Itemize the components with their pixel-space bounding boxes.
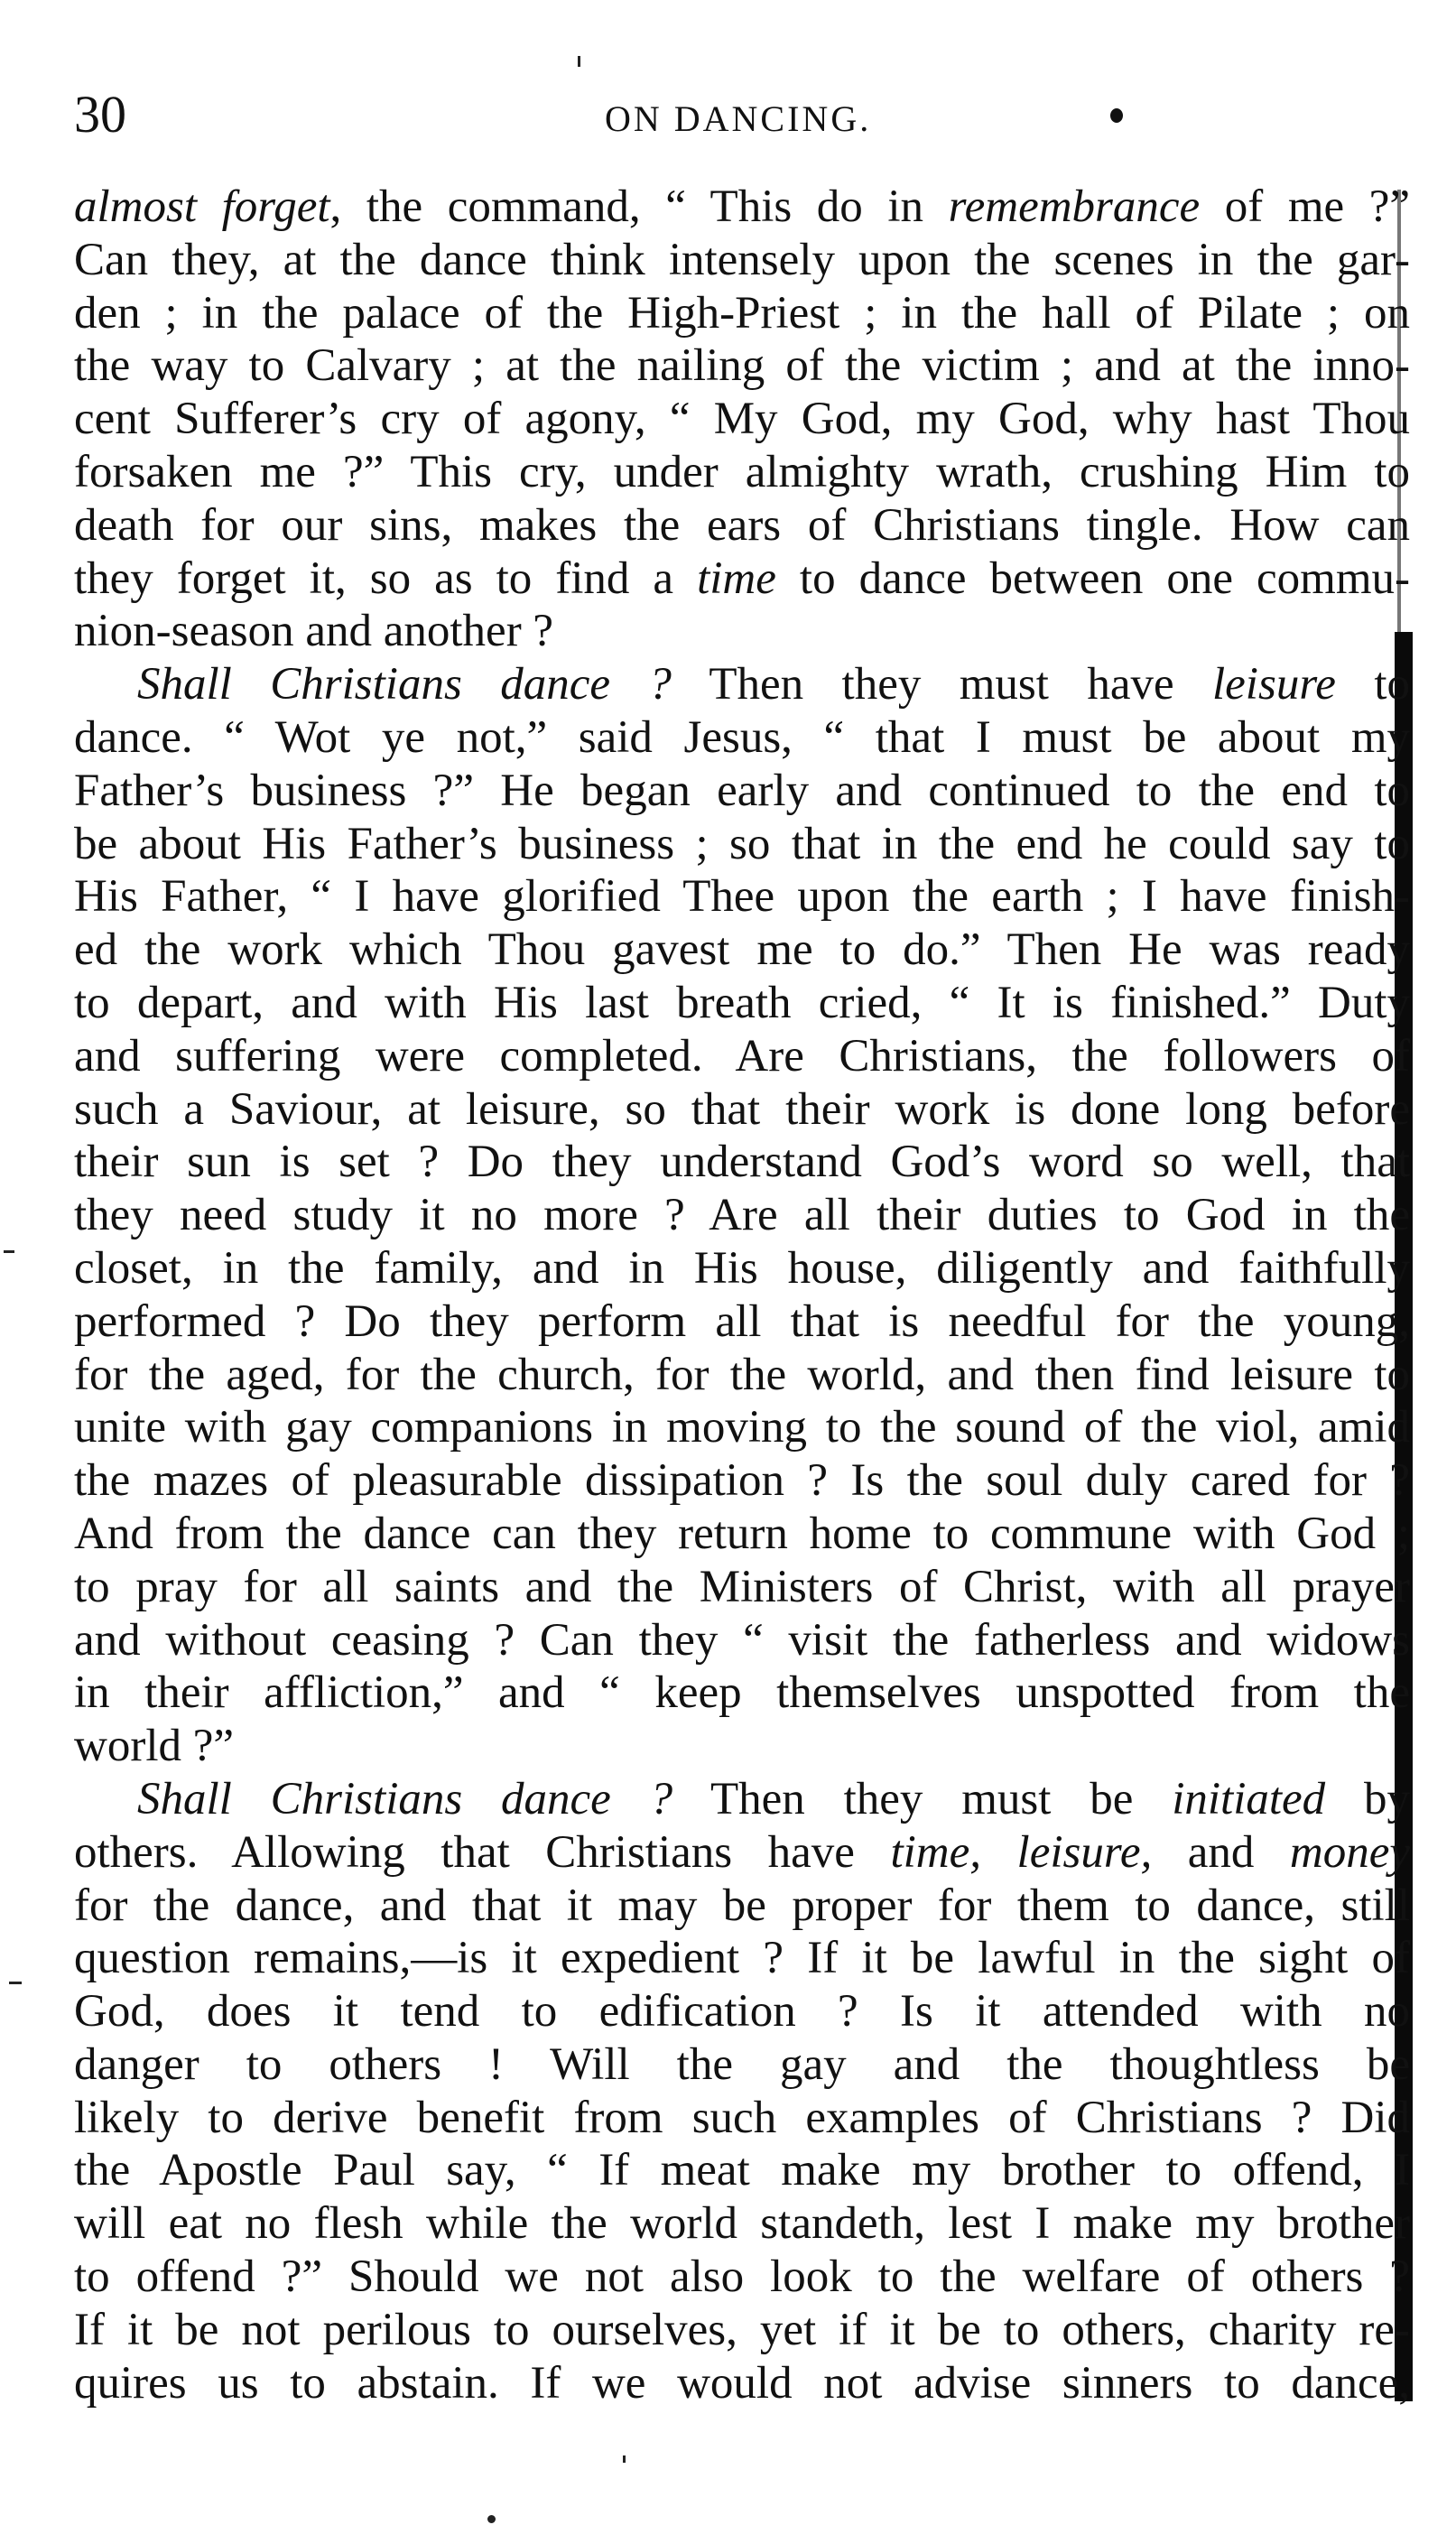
text-run: the Apostle Paul say, “ If meat make my brother to offend, I [74,2145,1410,2196]
text-run: they forget it, so as to find a [74,552,698,604]
text-line [74,1614,1410,1667]
text-line [74,1826,1410,1880]
running-title: ON DANCING. [605,98,872,139]
page-number: 30 [74,85,126,144]
text-line [74,1880,1410,1933]
text-line [74,1773,1410,1826]
text-run: cent Sufferer’s cry of agony, “ My God, my God, why hast Thou [74,394,1410,445]
text-run: and suffering were completed. Are Christians, the followers of [74,1030,1410,1081]
text-line [74,2251,1410,2304]
body-text [74,181,1410,2409]
ink-dot [1110,108,1123,123]
text-run: death for our sins, makes the ears of Christians tingle. How can [74,499,1410,551]
text-run: Then they must have [671,659,1212,710]
italic-text: remembrance [948,181,1201,232]
text-line [74,870,1410,924]
text-line [74,499,1410,552]
ink-speck [4,1250,14,1253]
text-run: den ; in the palace of the High-Priest ; in the hall of Pilate ; on [74,287,1410,339]
text-line [74,339,1410,393]
text-run: quires us to abstain. If we would not advise sinners to dance, [74,2357,1410,2409]
italic-text: initiated [1172,1773,1326,1824]
ink-speck [9,1982,22,1984]
text-run: to [1335,659,1410,710]
text-line [74,393,1410,446]
text-run: question remains,—is it expedient ? If it be lawful in the sight of [74,1933,1410,1984]
text-line [74,711,1410,765]
italic-text: almost forget [74,181,330,232]
italic-text: money [1289,1826,1410,1878]
text-run: unite with gay companions in moving to the sound of the viol, amid [74,1402,1410,1453]
text-line [74,2092,1410,2145]
text-line [74,1242,1410,1295]
text-run: danger to others ! Will the gay and the thoughtless be [74,2038,1410,2090]
text-run: , the command, “ This do in [329,181,949,232]
text-line [74,1561,1410,1614]
text-line [74,1985,1410,2038]
text-line [74,1932,1410,1985]
text-line [74,2357,1410,2410]
text-run: dance. “ Wot ye not,” said Jesus, “ that I must be about my [74,711,1410,763]
text-run: performed ? Do they perform all that is needful for the young, [74,1295,1410,1347]
text-line [74,605,1410,658]
text-run: the mazes of pleasurable dissipation ? Is the soul duly cared for ? [74,1455,1410,1507]
text-run: by [1325,1773,1410,1824]
text-line [74,1083,1410,1137]
text-run: closet, in the family, and in His house, diligently and faithfully [74,1242,1410,1294]
text-line [74,818,1410,871]
text-run: others. Allowing that Christians have [74,1826,891,1878]
ink-speck [623,2455,626,2463]
text-run: Can they, at the dance think intensely upon the scenes in the gar- [74,234,1410,285]
text-run: to dance between one commu- [775,552,1410,604]
italic-text: time [697,552,776,604]
ink-speck [578,56,580,67]
text-line [74,1454,1410,1508]
text-run: And from the dance can they return home to commune with God ; [74,1508,1410,1559]
text-line [74,287,1410,340]
text-run: God, does it tend to edification ? Is it attended with no [74,1986,1410,2038]
text-run: to depart, and with His last breath cried, “ It is finished.” Duty [74,977,1410,1028]
text-line [74,1666,1410,1720]
text-line [74,2304,1410,2357]
text-line [74,1189,1410,1242]
text-run: to offend ?” Should we not also look to the welfare of others ? [74,2251,1410,2303]
text-line [74,181,1410,234]
text-run: be about His Father’s business ; so that in the end he could say to [74,818,1410,869]
text-run: and [1152,1826,1290,1878]
text-run: Father’s business ?” He began early and continued to the end to [74,765,1410,816]
italic-text: leisure [1212,659,1336,710]
text-run: of me ?” [1200,181,1410,232]
text-line [74,234,1410,287]
text-line [74,658,1410,711]
italic-text: Shall Christians dance ? [137,659,672,710]
text-run: and without ceasing ? Can they “ visit the fatherless and widows [74,1614,1410,1666]
ink-speck [487,2515,496,2523]
text-run: forsaken me ?” This cry, under almighty wrath, crushing Him to [74,446,1410,497]
text-run: ed the work which Thou gavest me to do.” Then He was ready [74,924,1410,976]
text-line [74,446,1410,499]
text-line [74,1136,1410,1189]
text-run: for the dance, and that it may be proper for them to dance, still [74,1880,1410,1931]
text-run: such a Saviour, at leisure, so that their work is done long before [74,1083,1410,1135]
text-line [74,1720,1410,1773]
text-run: His Father, “ I have glorified Thee upon the earth ; I have finish- [74,871,1410,923]
text-line [74,765,1410,818]
text-run: likely to derive benefit from such examples of Christians ? Did [74,2092,1410,2143]
italic-text: time, leisure, [890,1826,1153,1878]
text-run: their sun is set ? Do they understand God’s word so well, that [74,1137,1410,1188]
text-line [74,924,1410,977]
text-run: nion-season and another ? [74,606,554,657]
text-run: Then they must be [672,1773,1173,1824]
text-line [74,1349,1410,1402]
text-run: the way to Calvary ; at the nailing of the victim ; and at the inno- [74,340,1410,392]
text-run: world ?” [74,1721,235,1772]
text-line [74,1030,1410,1083]
text-run: If it be not perilous to ourselves, yet if it be to others, charity re- [74,2304,1410,2355]
text-run: to pray for all saints and the Ministers of Christ, with all prayer [74,1561,1410,1612]
text-line [74,1508,1410,1561]
italic-text: Shall Christians dance ? [137,1773,673,1824]
text-run: they need study it no more ? Are all their duties to God in the [74,1190,1410,1241]
text-line [74,2144,1410,2197]
text-line [74,2038,1410,2092]
text-line [74,977,1410,1030]
text-line [74,1401,1410,1454]
text-run: for the aged, for the church, for the world, and then find leisure to [74,1349,1410,1400]
text-line [74,1295,1410,1349]
text-line [74,2197,1410,2251]
text-run: will eat no flesh while the world standeth, lest I make my brother [74,2198,1410,2250]
text-line [74,552,1410,606]
text-run: in their affliction,” and “ keep themselves unspotted from the [74,1667,1410,1719]
